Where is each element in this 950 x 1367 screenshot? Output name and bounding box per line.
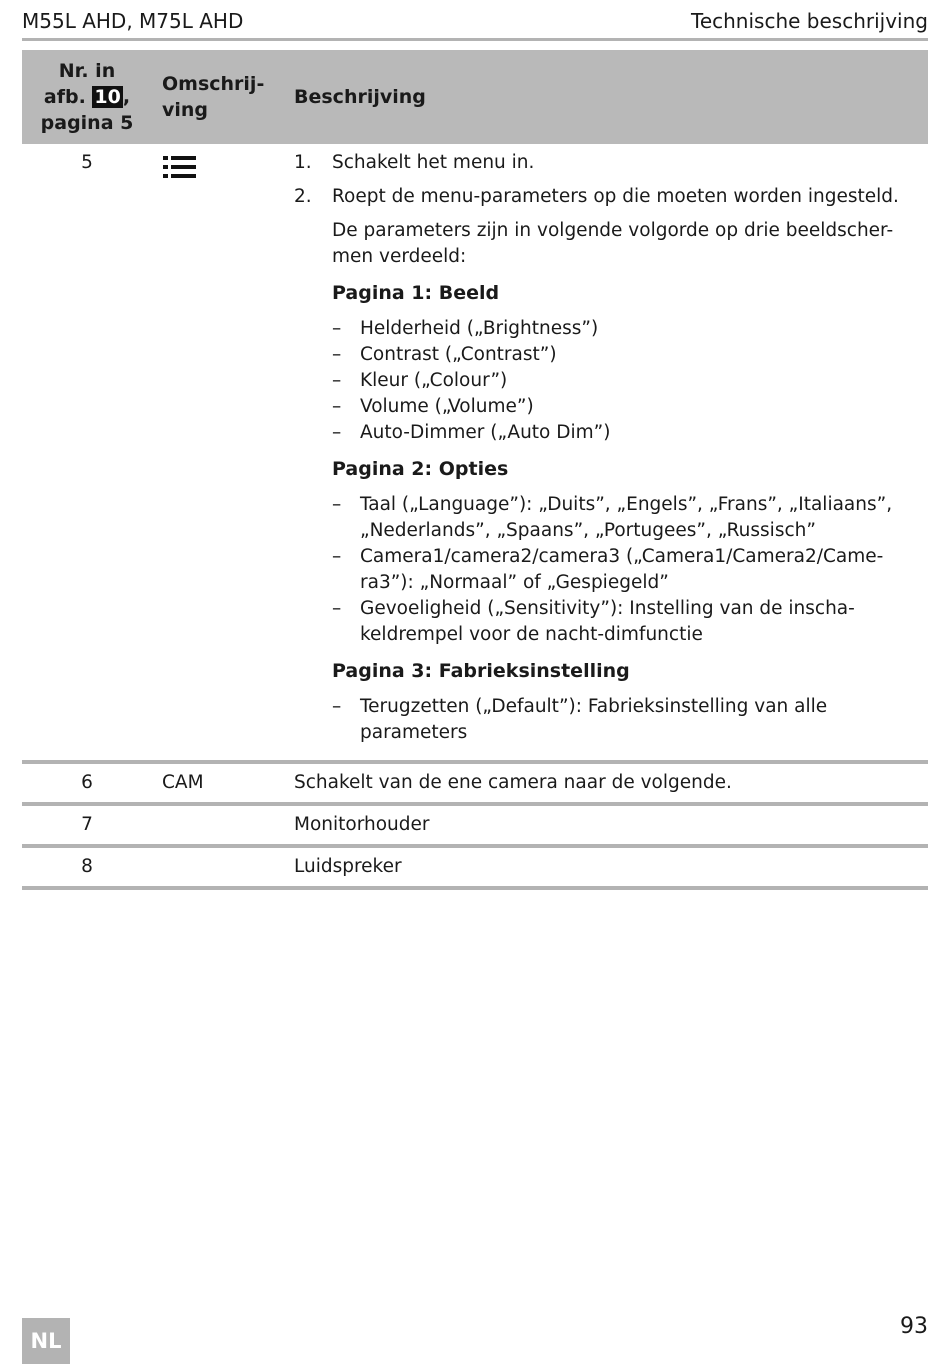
- section-title: Technische beschrijving: [691, 9, 928, 33]
- row-symbol: CAM: [152, 762, 284, 804]
- list-item: – Terugzetten („Default”): Fabrieksinstelling van alle parameters: [332, 696, 828, 743]
- parameter-details: [294, 218, 918, 746]
- list-item: – Camera1/camera2/camera3 („Camera1/Camera2/Came-ra3”): „Normaal” of „Gespiegeld”: [332, 546, 884, 593]
- intro-text: De parameters zijn in volgende volgorde op drie beeldscher-men verdeeld:: [332, 220, 894, 267]
- list-item: – Contrast („Contrast”): [332, 344, 557, 365]
- table-row: [22, 846, 928, 888]
- product-name: M55L AHD, M75L AHD: [22, 9, 244, 33]
- table-header-row: [22, 50, 928, 144]
- language-badge: NL: [22, 1318, 70, 1364]
- list-item: – Helderheid („Brightness”): [332, 318, 599, 339]
- page-number: 93: [900, 1314, 928, 1339]
- row-description: Monitorhouder: [284, 804, 928, 846]
- row-nr: 8: [22, 846, 152, 888]
- table-row: [22, 804, 928, 846]
- page-header: [22, 6, 928, 36]
- row-nr: 6: [22, 762, 152, 804]
- list-item: – Volume („Volume”): [332, 396, 534, 417]
- list-item: – Taal („Language”): „Duits”, „Engels”, „Frans”, „Italiaans”, „Nederlands”, „Spaans”, „Portugees”, „Russisch”: [332, 494, 893, 541]
- menu-list-icon: [162, 154, 198, 180]
- section-heading: Pagina 2: Opties: [332, 458, 509, 480]
- figure-ref: 10: [94, 86, 121, 108]
- dash-list: [332, 316, 918, 446]
- table-row: [22, 144, 928, 762]
- row-symbol: [152, 144, 284, 762]
- spec-table: [22, 50, 928, 890]
- col-header-beschrijving: Beschrijving: [284, 50, 928, 144]
- row-nr: 7: [22, 804, 152, 846]
- col-header-nr: Nr. in afb. 10 , pagina 5: [22, 50, 152, 144]
- dash-list: [332, 492, 918, 648]
- list-item: – Auto-Dimmer („Auto Dim”): [332, 422, 611, 443]
- step-list: [294, 150, 918, 210]
- section-heading: Pagina 3: Fabrieksinstelling: [332, 660, 630, 682]
- dash-list: [332, 694, 918, 746]
- table-row: [22, 762, 928, 804]
- list-item: 1. Schakelt het menu in.: [294, 152, 535, 173]
- section-heading: Pagina 1: Beeld: [332, 282, 500, 304]
- row-symbol: [152, 846, 284, 888]
- row-description: Schakelt van de ene camera naar de volgende.: [284, 762, 928, 804]
- row-nr: 5: [81, 152, 93, 173]
- list-item: – Gevoeligheid („Sensitivity”): Instelling van de inscha-keldrempel voor de nacht-dimfunctie: [332, 598, 855, 645]
- row-description: Luidspreker: [284, 846, 928, 888]
- col-header-omschrijving: Omschrij- ving: [152, 50, 284, 144]
- header-rule: [22, 38, 928, 41]
- row-description: [284, 144, 928, 762]
- list-item: – Kleur („Colour”): [332, 370, 508, 391]
- list-item: 2. Roept de menu-parameters op die moeten worden ingesteld.: [294, 186, 899, 207]
- row-symbol: [152, 804, 284, 846]
